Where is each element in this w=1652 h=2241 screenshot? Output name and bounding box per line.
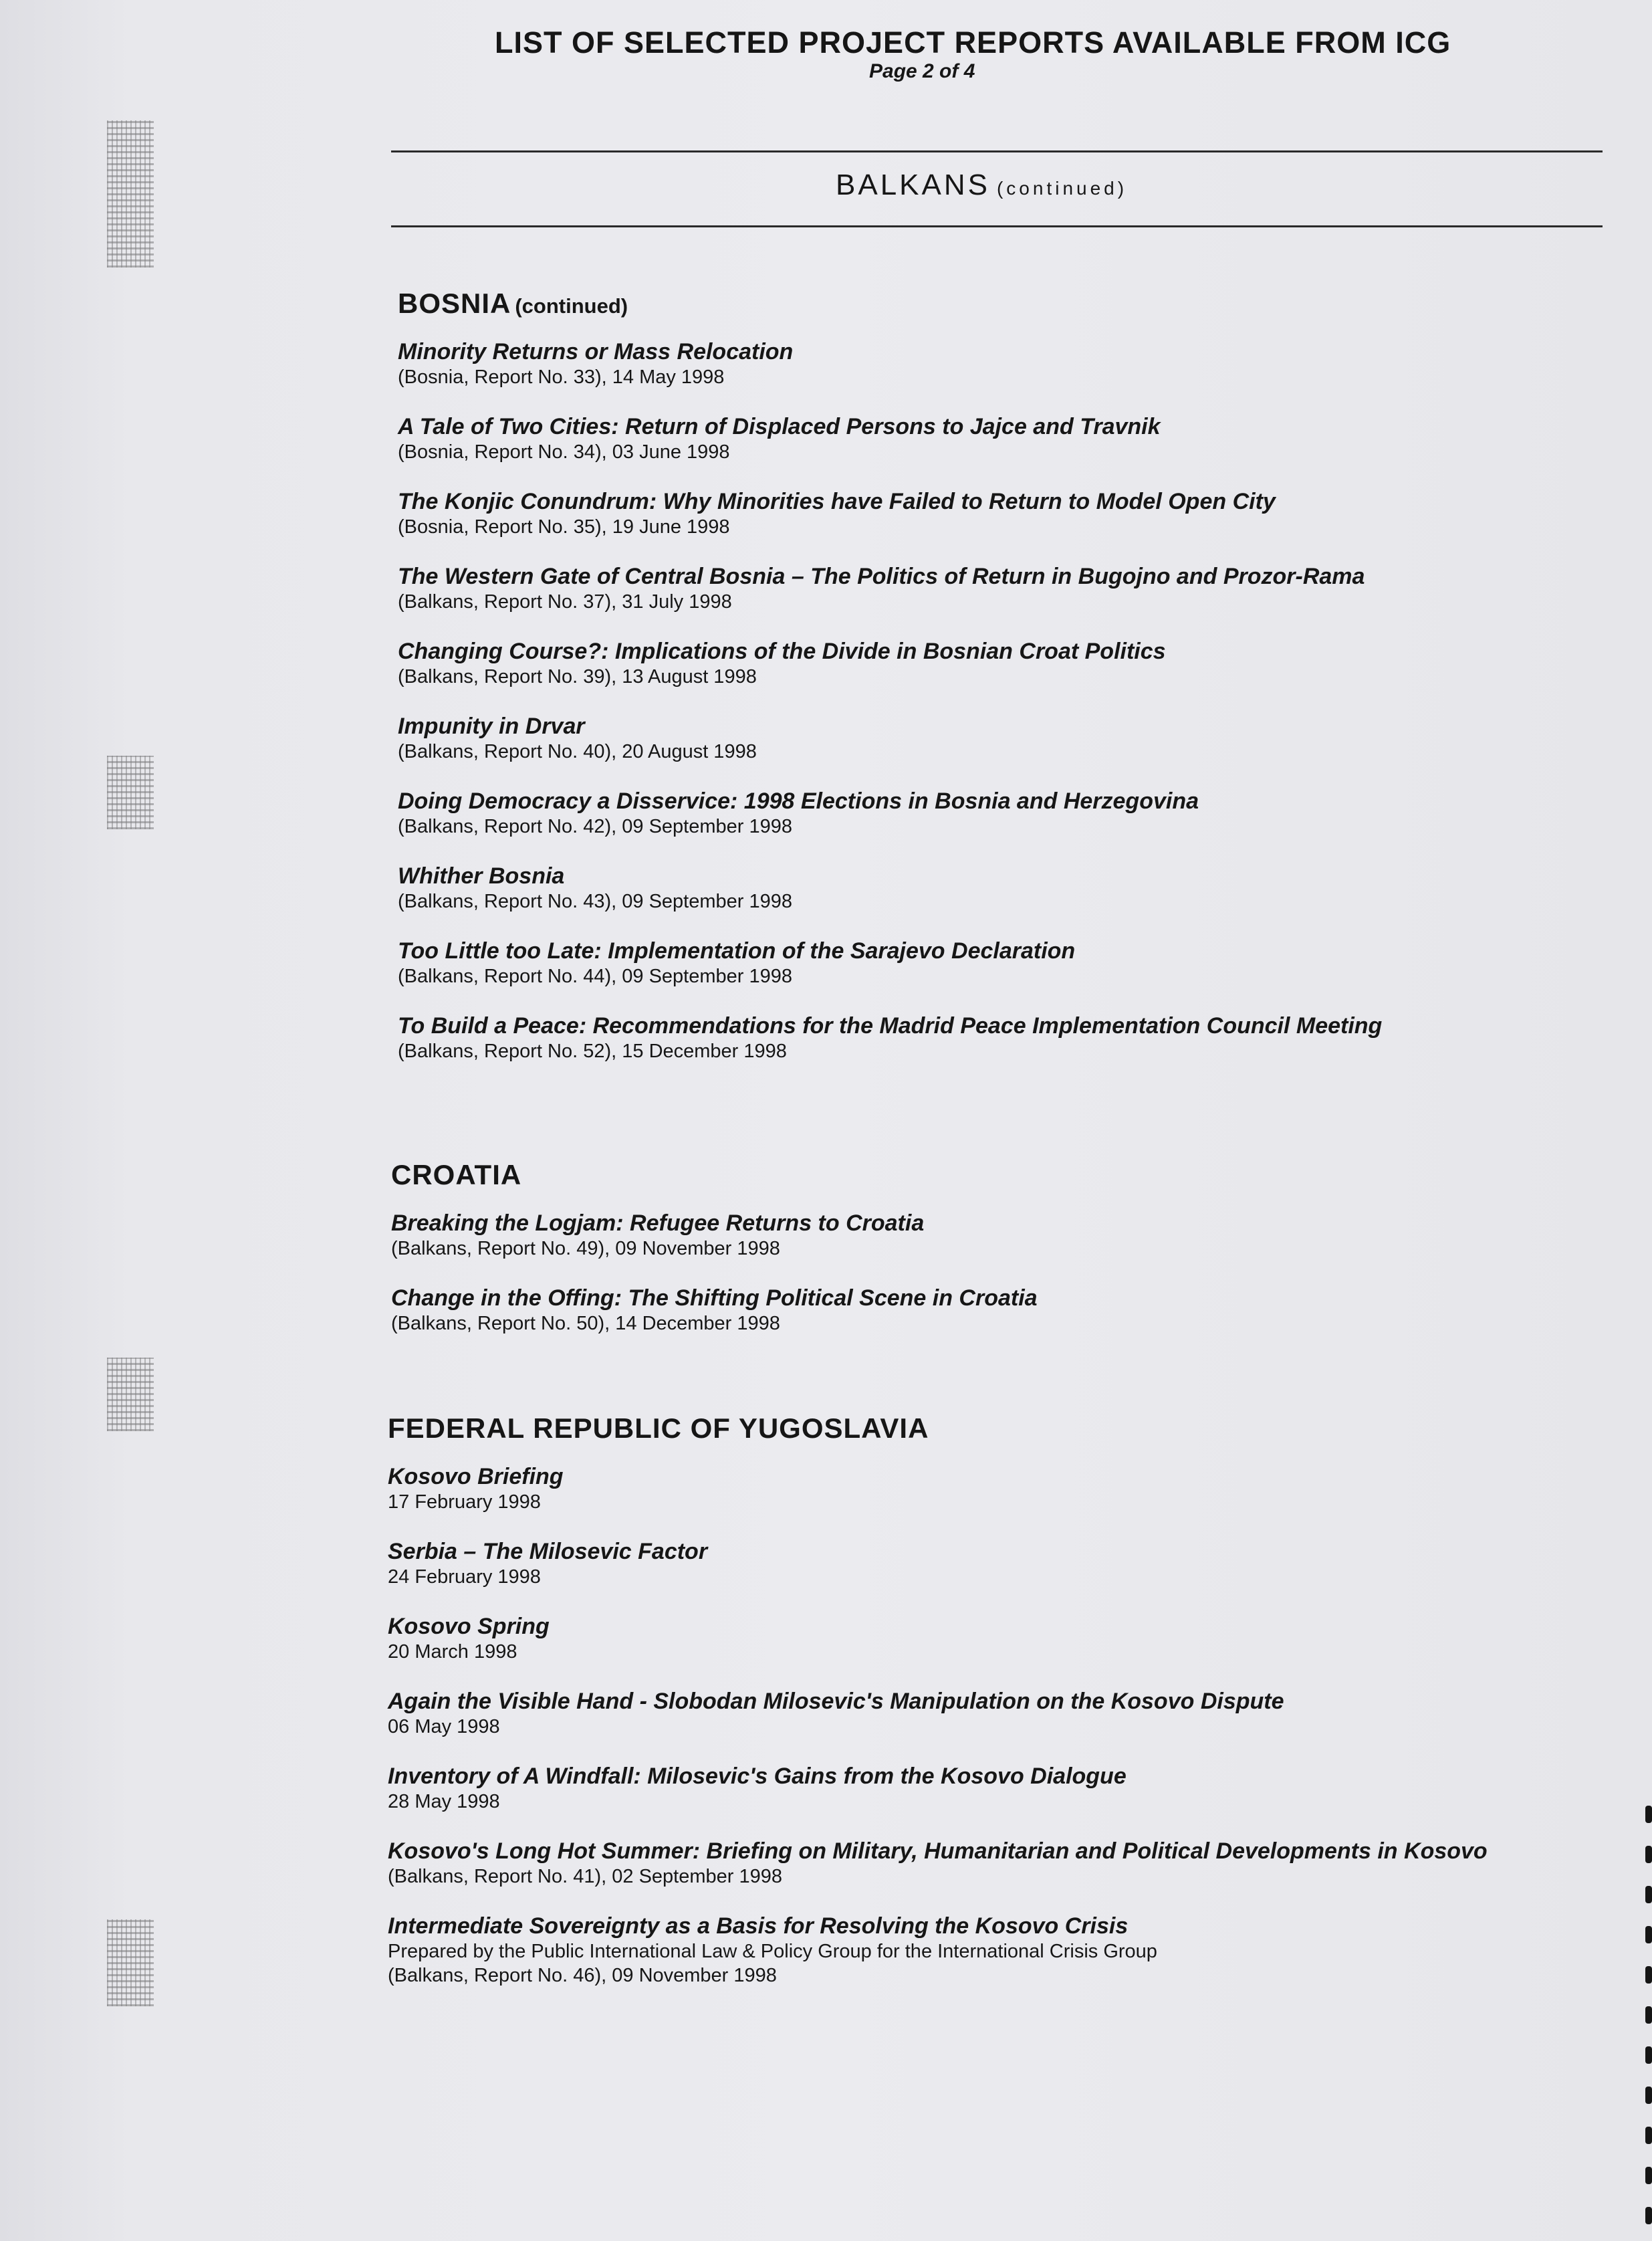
divider [391, 150, 1603, 152]
binding-ring [1645, 2167, 1652, 2184]
binding-ring [1645, 2207, 1652, 2224]
page-title: LIST OF SELECTED PROJECT REPORTS AVAILABLE FROM ICG [495, 25, 1451, 60]
scan-artifact [107, 1919, 154, 2006]
report-entry [398, 488, 1652, 539]
divider [391, 225, 1603, 227]
section-heading [398, 288, 1652, 320]
scan-artifact [107, 120, 154, 268]
report-title: Kosovo's Long Hot Summer: Briefing on Military, Humanitarian and Political Developments in Kosovo [388, 1838, 1488, 1864]
report-title: Doing Democracy a Disservice: 1998 Elections in Bosnia and Herzegovina [398, 788, 1199, 814]
report-title: Minority Returns or Mass Relocation [398, 339, 794, 364]
report-title: To Build a Peace: Recommendations for the Madrid Peace Implementation Council Meeting [398, 1013, 1383, 1039]
report-title: A Tale of Two Cities: Return of Displaced Persons to Jajce and Travnik [398, 414, 1161, 439]
section-heading-text: FEDERAL REPUBLIC OF YUGOSLAVIA [388, 1412, 929, 1444]
report-detail: (Balkans, Report No. 37), 31 July 1998 [398, 591, 732, 613]
report-title: The Western Gate of Central Bosnia – The Politics of Return in Bugojno and Prozor-Rama [398, 564, 1365, 589]
report-title: Whither Bosnia [398, 863, 565, 889]
report-entry [398, 938, 1652, 988]
section-heading-text: BOSNIA [398, 288, 511, 319]
report-detail: (Balkans, Report No. 41), 02 September 1998 [388, 1866, 782, 1887]
binding-ring [1645, 2087, 1652, 2104]
report-detail: (Bosnia, Report No. 33), 14 May 1998 [398, 366, 725, 388]
section-heading-text: CROATIA [391, 1159, 522, 1190]
region-name: BALKANS [836, 169, 990, 201]
report-detail: 24 February 1998 [388, 1566, 541, 1588]
report-title: Serbia – The Milosevic Factor [388, 1539, 708, 1564]
section-croatia [391, 1159, 1652, 1360]
region-heading [836, 169, 1127, 202]
scan-artifact [107, 756, 154, 829]
report-detail: (Balkans, Report No. 49), 09 November 1998 [391, 1238, 780, 1259]
section-heading [388, 1412, 1652, 1445]
report-entry [398, 338, 1652, 389]
report-title: Change in the Offing: The Shifting Political Scene in Croatia [391, 1285, 1038, 1311]
report-detail: (Balkans, Report No. 50), 14 December 1998 [391, 1313, 780, 1334]
report-title: Inventory of A Windfall: Milosevic's Gains from the Kosovo Dialogue [388, 1764, 1127, 1789]
report-detail: (Balkans, Report No. 39), 13 August 1998 [398, 666, 757, 687]
region-note: (continued) [996, 178, 1128, 199]
report-entry [388, 1463, 1652, 1514]
report-entry [398, 713, 1652, 764]
scan-artifact [107, 1358, 154, 1431]
report-title: Impunity in Drvar [398, 714, 585, 739]
report-entry [391, 1285, 1652, 1336]
report-title: Breaking the Logjam: Refugee Returns to Croatia [391, 1210, 925, 1236]
report-title: Intermediate Sovereignty as a Basis for Resolving the Kosovo Crisis [388, 1913, 1129, 1939]
report-entry [388, 1838, 1652, 1889]
report-entry [388, 1913, 1652, 1988]
report-entry [398, 788, 1652, 839]
report-title: Changing Course?: Implications of the Divide in Bosnian Croat Politics [398, 639, 1166, 664]
section-bosnia [398, 288, 1652, 1087]
report-entry [391, 1210, 1652, 1261]
report-title: Too Little too Late: Implementation of the Sarajevo Declaration [398, 938, 1076, 964]
report-title: The Konjic Conundrum: Why Minorities have Failed to Return to Model Open City [398, 489, 1276, 514]
report-detail: (Bosnia, Report No. 35), 19 June 1998 [398, 516, 730, 538]
report-entry [398, 638, 1652, 689]
report-entry [388, 1538, 1652, 1589]
report-entry [388, 1613, 1652, 1664]
report-title: Again the Visible Hand - Slobodan Milosevic's Manipulation on the Kosovo Dispute [388, 1689, 1284, 1714]
report-detail: (Balkans, Report No. 43), 09 September 1998 [398, 891, 792, 912]
report-detail: 06 May 1998 [388, 1716, 500, 1737]
report-title: Kosovo Briefing [388, 1464, 564, 1489]
report-entry [388, 1688, 1652, 1739]
report-entry [398, 563, 1652, 614]
report-detail: 28 May 1998 [388, 1791, 500, 1812]
report-detail: (Balkans, Report No. 52), 15 December 1998 [398, 1041, 787, 1062]
report-detail: (Balkans, Report No. 44), 09 September 1998 [398, 966, 792, 987]
report-title: Kosovo Spring [388, 1614, 550, 1639]
report-detail: (Bosnia, Report No. 34), 03 June 1998 [398, 441, 730, 463]
report-detail: (Balkans, Report No. 46), 09 November 1998 [388, 1965, 777, 1986]
report-detail: (Balkans, Report No. 42), 09 September 1998 [398, 816, 792, 837]
report-detail: Prepared by the Public International Law & Policy Group for the International Crisis Group [388, 1941, 1157, 1962]
section-heading [391, 1159, 1652, 1191]
binding-ring [1645, 2127, 1652, 2144]
section-yugoslavia [388, 1412, 1652, 2012]
report-entry [398, 863, 1652, 914]
page-number: Page 2 of 4 [869, 60, 975, 82]
report-entry [398, 1012, 1652, 1063]
report-entry [398, 413, 1652, 464]
report-detail: 20 March 1998 [388, 1641, 517, 1663]
report-entry [388, 1763, 1652, 1814]
report-detail: (Balkans, Report No. 40), 20 August 1998 [398, 741, 757, 762]
section-heading-note: (continued) [515, 294, 628, 318]
binding-ring [1645, 2046, 1652, 2064]
report-detail: 17 February 1998 [388, 1491, 541, 1513]
